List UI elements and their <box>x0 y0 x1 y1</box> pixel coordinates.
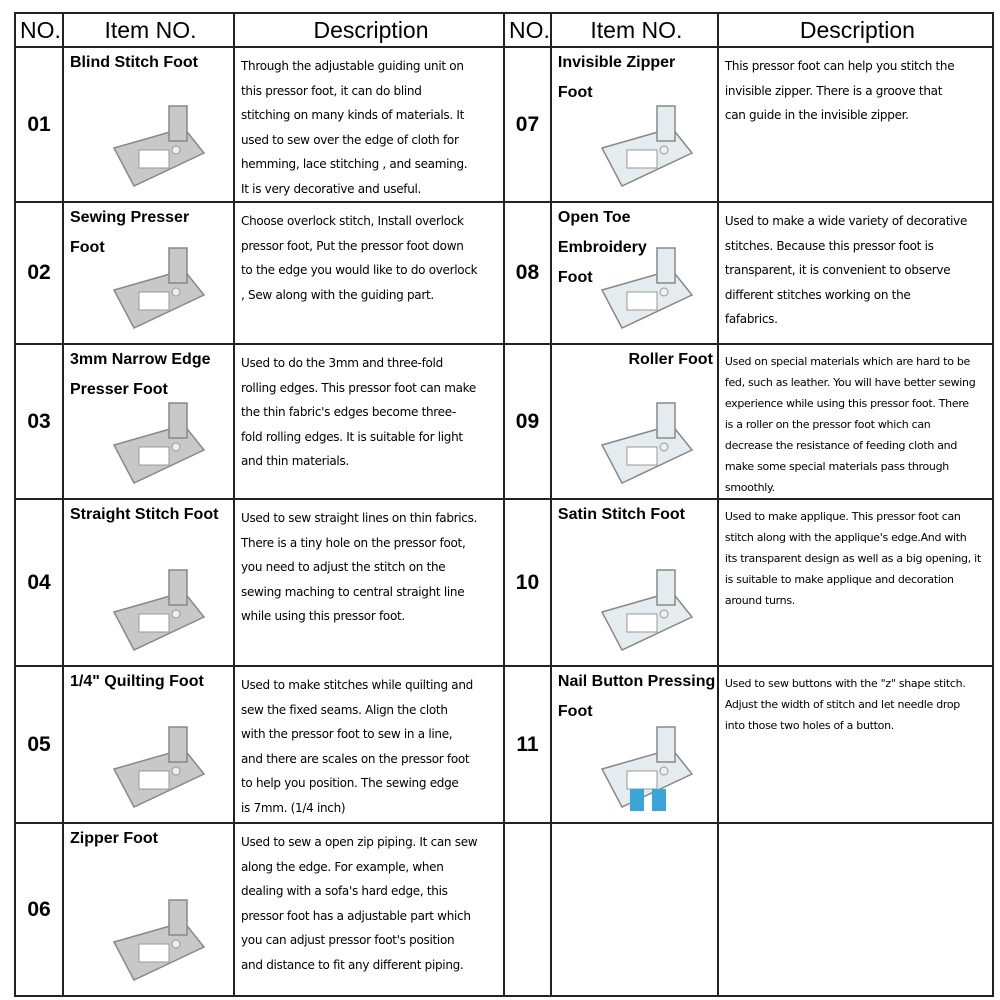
item-name: 3mm Narrow Edge Presser Foot <box>70 351 211 398</box>
presser-foot-table <box>14 12 994 997</box>
description-text: Used to do the 3mm and three-fold rolling edges. This pressor foot can make the thin fabric's edges become three- fold rolling edges. It is suitable for light and thin materials. <box>241 356 476 468</box>
item-description <box>234 202 504 344</box>
empty-cell <box>551 823 718 996</box>
table-row <box>15 823 993 996</box>
table-row <box>15 499 993 666</box>
item-description <box>234 499 504 666</box>
table-row <box>15 344 993 499</box>
item-number: 10 <box>504 499 551 666</box>
item-name: Open Toe Embroidery Foot <box>557 209 647 286</box>
description-text: Used to sew buttons with the "z" shape stitch. Adjust the width of stitch and let needle drop into those two holes of a button. <box>724 677 966 732</box>
item-description <box>234 344 504 499</box>
item-number: 01 <box>15 47 63 202</box>
item-name: Sewing Presser Foot <box>70 209 190 256</box>
item-description <box>718 666 993 823</box>
empty-cell <box>718 823 993 996</box>
description-text: Used to make a wide variety of decorative stitches. Because this pressor foot is transparent, it is convenient to observe different stitches working on the fafabrics. <box>724 214 968 326</box>
item-cell <box>551 499 718 666</box>
item-description <box>718 202 993 344</box>
item-description <box>718 47 993 202</box>
description-text: Used to sew straight lines on thin fabrics. There is a tiny hole on the pressor foot, you need to adjust the stitch on the sewing maching to central straight line while using this pressor foot. <box>241 511 478 623</box>
table-row <box>15 202 993 344</box>
table-row <box>15 47 993 202</box>
item-cell <box>63 666 234 823</box>
description-text: Choose overlock stitch, Install overlock pressor foot, Put the pressor foot down to the edge you would like to do overlock , Sew along with the guiding part. <box>241 214 478 302</box>
presser-foot-image <box>94 719 224 814</box>
item-number: 06 <box>15 823 63 996</box>
item-cell <box>63 202 234 344</box>
item-name: Nail Button Pressing Foot <box>557 673 716 720</box>
presser-foot-image <box>582 562 712 657</box>
item-number: 05 <box>15 666 63 823</box>
description-text: Used to make stitches while quilting and sew the fixed seams. Align the cloth with the pressor foot to sew in a line, and there are scales on the pressor foot to help you position. The sewing edge is 7mm. (1/4 inch) <box>241 678 473 815</box>
presser-foot-image <box>582 719 712 814</box>
header-item: Item NO. <box>551 13 718 47</box>
item-number: 08 <box>504 202 551 344</box>
item-name: 1/4" Quilting Foot <box>70 673 204 690</box>
table-row <box>15 666 993 823</box>
description-text: Used to sew a open zip piping. It can sew along the edge. For example, when dealing with a sofa's hard edge, this pressor foot has a adjustable part which you can adjust pressor foot's position and distance to fit any different piping. <box>241 835 478 972</box>
item-number: 03 <box>15 344 63 499</box>
presser-foot-image <box>582 240 712 335</box>
item-number: 04 <box>15 499 63 666</box>
empty-cell <box>504 823 551 996</box>
item-description <box>234 666 504 823</box>
item-name: Satin Stitch Foot <box>557 506 685 523</box>
item-description <box>234 47 504 202</box>
presser-foot-image <box>94 892 224 987</box>
item-cell <box>63 823 234 996</box>
description-text: Through the adjustable guiding unit on this pressor foot, it can do blind stitching on many kinds of materials. It used to sew over the edge of cloth for hemming, lace stitching , and seaming. It is very decorative and useful. <box>241 59 468 196</box>
presser-foot-image <box>582 395 712 490</box>
item-cell <box>63 47 234 202</box>
item-cell <box>551 47 718 202</box>
item-name: Straight Stitch Foot <box>70 506 219 523</box>
presser-foot-image <box>94 395 224 490</box>
item-name: Zipper Foot <box>70 830 158 847</box>
item-name: Blind Stitch Foot <box>70 54 198 71</box>
item-description <box>718 499 993 666</box>
presser-foot-image <box>94 240 224 335</box>
header-no: NO. <box>504 13 551 47</box>
item-cell <box>551 202 718 344</box>
item-cell <box>63 344 234 499</box>
description-text: This pressor foot can help you stitch the invisible zipper. There is a groove that can guide in the invisible zipper. <box>724 59 955 122</box>
item-cell <box>63 499 234 666</box>
presser-foot-image <box>582 98 712 193</box>
item-cell <box>551 344 718 499</box>
item-name: Roller Foot <box>628 351 713 368</box>
description-text: Used to make applique. This pressor foot can stitch along with the applique's edge.And with its transparent design as well as a big opening, it is suitable to make applique and decoration around turns. <box>724 510 981 607</box>
item-description <box>718 344 993 499</box>
item-number: 09 <box>504 344 551 499</box>
item-number: 02 <box>15 202 63 344</box>
item-number: 11 <box>504 666 551 823</box>
header-row <box>15 13 993 47</box>
presser-foot-image <box>94 562 224 657</box>
header-description: Description <box>718 13 993 47</box>
description-text: Used on special materials which are hard to be fed, such as leather. You will have better sewing experience while using this pressor foot. There is a roller on the pressor foot which can decrease the resistance of feeding cloth and make some special materials pass through smoothly. <box>724 355 976 494</box>
header-no: NO. <box>15 13 63 47</box>
item-description <box>234 823 504 996</box>
item-name: Invisible Zipper Foot <box>557 54 676 101</box>
header-description: Description <box>234 13 504 47</box>
item-number: 07 <box>504 47 551 202</box>
header-item: Item NO. <box>63 13 234 47</box>
presser-foot-image <box>94 98 224 193</box>
item-cell <box>551 666 718 823</box>
